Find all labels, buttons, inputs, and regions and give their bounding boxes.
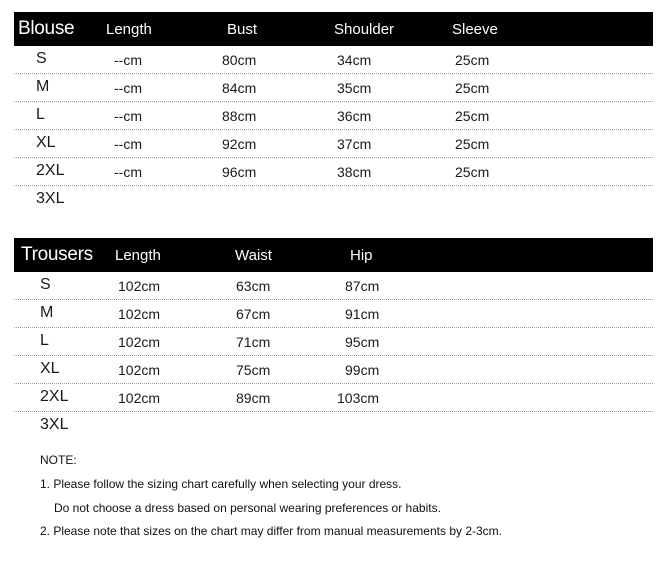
sleeve-cell: 25cm	[455, 108, 490, 124]
note-line-1: 1. Please follow the sizing chart carefully when selecting your dress.	[40, 477, 402, 491]
size-cell: M	[36, 78, 50, 95]
waist-cell: 71cm	[236, 334, 271, 350]
length-cell: 102cm	[118, 390, 161, 406]
blouse-col-shoulder: Shoulder	[334, 21, 395, 38]
shoulder-cell: 34cm	[337, 52, 372, 68]
sleeve-cell: 25cm	[455, 164, 490, 180]
trousers-header	[14, 238, 653, 272]
bust-cell: 96cm	[222, 164, 257, 180]
size-cell: XL	[40, 360, 60, 377]
bust-cell: 88cm	[222, 108, 257, 124]
bust-cell: 80cm	[222, 52, 257, 68]
size-cell: L	[40, 332, 49, 349]
length-cell: --cm	[114, 52, 142, 68]
size-cell: M	[40, 304, 54, 321]
hip-cell: 87cm	[345, 278, 380, 294]
length-cell: 102cm	[118, 334, 161, 350]
notes-heading: NOTE:	[40, 453, 77, 467]
size-cell: XL	[36, 134, 56, 151]
table-row	[14, 300, 653, 328]
blouse-size-table	[14, 12, 653, 214]
length-cell: --cm	[114, 108, 142, 124]
table-row	[14, 186, 653, 214]
hip-cell: 103cm	[337, 390, 380, 406]
trousers-title: Trousers	[21, 244, 93, 265]
trousers-size-table	[14, 238, 653, 440]
note-line-2: Do not choose a dress based on personal wearing preferences or habits.	[54, 501, 441, 515]
blouse-col-length: Length	[106, 21, 152, 38]
table-row	[14, 158, 653, 186]
blouse-rows	[14, 46, 653, 214]
sleeve-cell: 25cm	[455, 80, 490, 96]
table-row	[14, 102, 653, 130]
length-cell: 102cm	[118, 362, 161, 378]
size-cell: 2XL	[36, 162, 65, 179]
size-cell: 3XL	[36, 190, 65, 207]
size-cell: S	[36, 50, 47, 67]
note-line-3: 2. Please note that sizes on the chart may differ from manual measurements by 2-3cm.	[40, 524, 502, 538]
trousers-rows	[14, 272, 653, 440]
waist-cell: 75cm	[236, 362, 271, 378]
length-cell: --cm	[114, 80, 142, 96]
sleeve-cell: 25cm	[455, 136, 490, 152]
waist-cell: 67cm	[236, 306, 271, 322]
table-row	[14, 384, 653, 412]
shoulder-cell: 35cm	[337, 80, 372, 96]
table-row	[14, 356, 653, 384]
bust-cell: 84cm	[222, 80, 257, 96]
table-row	[14, 46, 653, 74]
size-cell: L	[36, 106, 45, 123]
waist-cell: 63cm	[236, 278, 271, 294]
trousers-col-waist: Waist	[235, 247, 272, 264]
table-row	[14, 272, 653, 300]
trousers-col-hip: Hip	[350, 247, 373, 264]
hip-cell: 99cm	[345, 362, 380, 378]
table-row	[14, 74, 653, 102]
table-row	[14, 328, 653, 356]
size-cell: 2XL	[40, 388, 69, 405]
table-row	[14, 412, 653, 440]
hip-cell: 95cm	[345, 334, 380, 350]
blouse-title: Blouse	[18, 18, 75, 39]
shoulder-cell: 36cm	[337, 108, 372, 124]
sleeve-cell: 25cm	[455, 52, 490, 68]
blouse-col-bust: Bust	[227, 21, 258, 38]
blouse-header	[14, 12, 653, 46]
bust-cell: 92cm	[222, 136, 257, 152]
length-cell: --cm	[114, 164, 142, 180]
hip-cell: 91cm	[345, 306, 380, 322]
size-cell: 3XL	[40, 416, 69, 433]
blouse-col-sleeve: Sleeve	[452, 21, 498, 38]
size-cell: S	[40, 276, 51, 293]
shoulder-cell: 37cm	[337, 136, 372, 152]
length-cell: --cm	[114, 136, 142, 152]
length-cell: 102cm	[118, 278, 161, 294]
shoulder-cell: 38cm	[337, 164, 372, 180]
table-row	[14, 130, 653, 158]
waist-cell: 89cm	[236, 390, 271, 406]
trousers-col-length: Length	[115, 247, 161, 264]
length-cell: 102cm	[118, 306, 161, 322]
